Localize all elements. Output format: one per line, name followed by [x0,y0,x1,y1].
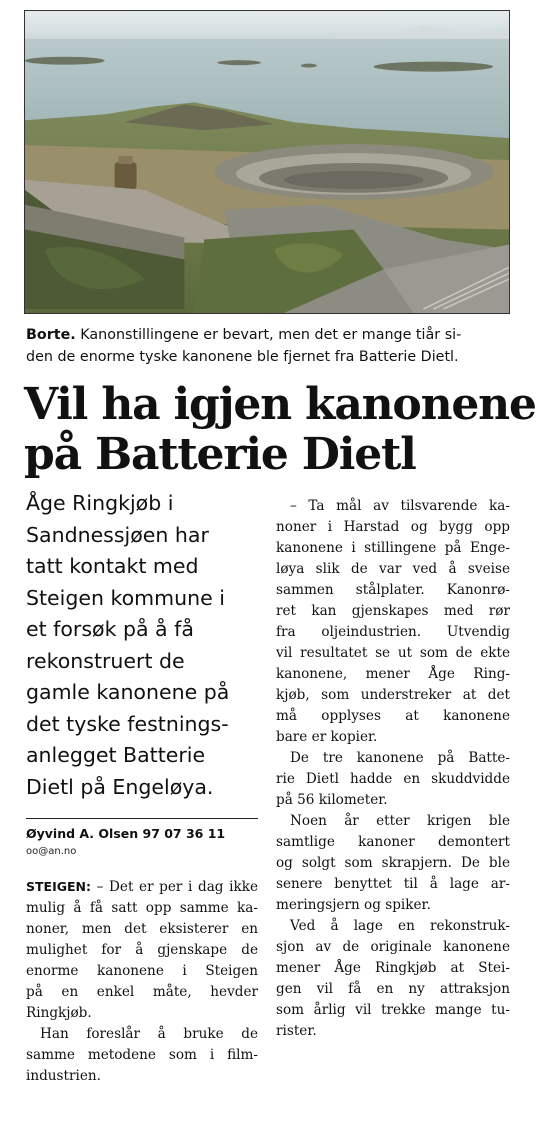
ingress-line: det tyske festnings- [26,711,229,736]
body-line [26,876,258,898]
body-line: industrien. [26,1068,101,1084]
body-column-1 [26,876,258,1087]
body-line: De tre kanonene på Batte- [290,750,510,766]
body-line: kjøb, som understreker at det [276,687,510,703]
body-line: samtlige kanoner demontert [276,834,510,850]
body-line: sammen stålplater. Kanonrø- [276,582,510,598]
body-line: må opplyses at kanonene [276,708,510,724]
body-line: vil resultatet se ut som de ekte [276,645,510,661]
ingress-line: et forsøk på å få [26,617,194,641]
body-line: kanonene, mener Åge Ring- [276,666,510,682]
body-line: meringsjern og spiker. [276,897,431,913]
body-line: som årlig vil trekke mange tu- [276,1002,510,1018]
body-line: kanonene i stillingene på Enge- [276,540,510,556]
body-line: og solgt som skrapjern. De ble [276,855,510,871]
body-line: Ringkjøb. [26,1005,92,1021]
body-line: mulighet for å gjenskape de [26,942,258,958]
body-line: gen vil få en ny attraksjon [276,981,510,997]
body-line: bare er kopier. [276,729,378,745]
caption-text-1: Kanonstillingene er bevart, men det er mange tiår si- [75,327,462,343]
body-line: mulig å få satt opp samme ka- [26,900,258,916]
body-line: mener Åge Ringkjøb at Stei- [276,960,510,976]
photo-caption [26,324,510,368]
body-line: løya slik de var ved å sveise [276,561,510,577]
body-line: samme metodene som i film- [26,1047,258,1063]
caption-line-1 [26,324,510,346]
ingress-line: anlegget Batterie [26,743,206,767]
ingress-line: Dietl på Engeløya. [26,774,214,799]
ingress-line: tatt kontakt med [26,554,199,578]
body-line: Han foreslår å bruke de [40,1026,258,1042]
body-line: Ved å lage en rekonstruk- [290,918,510,934]
ingress [26,488,266,803]
body-line: noner, men det eksisterer en [26,921,258,937]
headline-line-1: Vil ha igjen kanonene [24,379,536,430]
byline-divider [26,818,258,819]
headline [24,379,536,480]
body-line: senere benyttet til å lage ar- [276,876,510,892]
ingress-line: gamle kanonene på [26,680,230,704]
landscape-photo-icon [25,11,509,313]
dateline-kicker: STEIGEN: [26,879,91,894]
body-line: Noen år etter krigen ble [290,813,510,829]
ingress-line: Steigen kommune i [26,585,225,610]
body-column-2 [276,496,510,1042]
article-photo [24,10,510,314]
body-line: fra oljeindustrien. Utvendig [276,624,510,640]
byline-email: oo@an.no [26,846,77,857]
byline: Øyvind A. Olsen 97 07 36 11 [26,826,226,841]
body-line: ret kan gjenskapes med rør [276,603,510,619]
headline-line-2: på Batterie Dietl [24,429,416,480]
body-line: noner i Harstad og bygg opp [276,519,510,535]
body-line: sjon av de originale kanonene [276,939,510,955]
ingress-line: rekonstruert de [26,648,185,673]
body-line: på en enkel måte, hevder [26,984,258,1000]
body-line: på 56 kilometer. [276,792,388,808]
body-text: – Det er per i dag ikke [90,879,258,895]
ingress-line: Åge Ringkjøb i [26,491,174,515]
caption-lead: Borte. [26,327,76,343]
body-line: – Ta mål av tilsvarende ka- [290,498,510,514]
caption-line-2: den de enorme tyske kanonene ble fjernet fra Batterie Dietl. [26,349,459,365]
body-line: rister. [276,1023,317,1039]
body-line: rie Dietl hadde en skuddvidde [276,771,510,787]
body-line: enorme kanonene i Steigen [26,963,258,979]
ingress-line: Sandnessjøen har [26,522,209,547]
